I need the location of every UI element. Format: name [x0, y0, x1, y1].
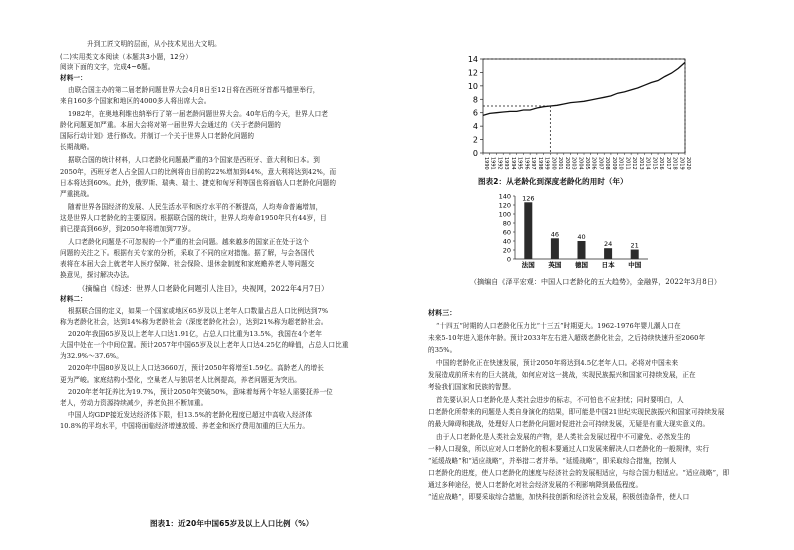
left-text-line: 据联合国的统计材料，人口老龄化问题最严重的3个国家是西班牙、意大利和日本。到 — [68, 156, 320, 164]
chart2-bar — [604, 248, 612, 259]
left-text-line: 2020年老年抚养比为19.7%，预计2050年突破50%，意味着每两个年轻人需要抚养一位 — [68, 388, 333, 396]
right-text-line: 的35%。 — [428, 346, 457, 354]
material3-label: 材料三： — [428, 308, 457, 317]
chart1-x-tick-label: 2002 — [563, 157, 570, 170]
chart2-bar — [578, 241, 586, 259]
chart1-x-tick-label: 2005 — [584, 157, 590, 170]
right-text-line: 考验我们国家和民族的智慧。 — [428, 383, 516, 391]
figure2-caption: 图表2：从老龄化到深度老龄化的用时（年） — [478, 177, 628, 186]
right-text-line: 首先要认识人口老龄化是人类社会进步的标志，不可怕也不应担忧；同时要明白，人 — [436, 396, 684, 404]
chart1-x-tick-label: 2013 — [637, 157, 644, 170]
left-text-line: 前已提高到66岁，到2050年将增加到77岁。 — [60, 225, 195, 233]
chart1-x-tick-label: 2008 — [604, 157, 611, 170]
chart2-category-label: 法国 — [521, 261, 535, 269]
left-text-line: 阅读下面的文字，完成4~6题。 — [60, 63, 155, 71]
figure1-caption: 图表1：近20年中国65岁及以上人口比例（%） — [150, 519, 314, 528]
chart1-x-tick-label: 2003 — [570, 157, 577, 170]
left-text-line: 日本将达到60%。此外，俄罗斯、瑞典、瑞士、捷克和匈牙利等国也将面临人口老龄化问题的 — [60, 179, 337, 187]
chart2-category-label: 日本 — [601, 261, 615, 269]
right-text-line: “延缓战略”和“适应战略”，并举措二者并举。“延缓战略”，即采取综合措施，控制人 — [428, 457, 677, 465]
chart1-x-tick-label: 2007 — [597, 157, 604, 170]
left-text-line: 称为老龄化社会，达到14%称为老龄社会（深度老龄化社会），达到21%称为超老龄社会。 — [60, 318, 328, 326]
chart2-y-tick-label: 100 — [498, 210, 511, 219]
left-text-line: 2020年中国80岁及以上人口达3660万，预计2050年将增至1.59亿。高龄老人的增长 — [68, 364, 324, 372]
chart2-value-label: 40 — [577, 233, 586, 241]
left-text-line: 表将在本届大会上就老年人医疗保障、社会保险、退休金制度和家庭赡养老人等问题交 — [60, 260, 315, 268]
bar-chart-aging-years — [493, 191, 683, 271]
chart1-x-tick-label: 1998 — [536, 157, 543, 170]
left-text-line: 中国人均GDP接近发达经济体下限，但13.5%的老龄化程度已超过中高收入经济体 — [68, 411, 313, 419]
left-text-line: 材料二： — [60, 295, 87, 303]
chart2-bar — [631, 250, 639, 259]
chart1-x-tick-label: 2016 — [658, 157, 665, 170]
left-text-line: 10.8%的平均水平，中国将面临经济增速放缓、养老金和医疗费用加重的巨大压力。 — [60, 422, 310, 430]
chart2-category-label: 德国 — [575, 261, 588, 269]
chart2-bar — [524, 202, 532, 259]
left-text-line: 龄化问题更加严重。本届大会将对第一届世界大会通过的《关于老龄问题的 — [60, 121, 281, 129]
left-text-line: 1982年，在奥地利维也纳举行了第一届老龄问题世界大会。40年后的今天，世界人口老 — [68, 110, 329, 118]
chart1-x-tick-label: 2004 — [577, 157, 584, 170]
chart1-x-tick-label: 1997 — [530, 157, 537, 170]
left-text-line: 来自160多个国家和地区的4000多人将出席大会。 — [60, 97, 211, 105]
chart1-x-tick-label: 1991 — [489, 157, 496, 170]
line-chart-elderly-ratio — [463, 53, 703, 183]
right-text-line: “十四五”时期的人口老龄化压力比“十三五”时期更大。1962-1976年婴儿潮人口在 — [436, 322, 681, 330]
chart1-x-tick-label: 2017 — [664, 157, 671, 170]
left-text-line: 大国中处在一个中间位置。预计2057年中国65岁及以上老年人口达4.25亿的峰值，占总人口比重 — [60, 341, 349, 349]
left-text-line: （摘编自《综述：世界人口老龄化问题引人注目》，央视网，2022年4月7日） — [78, 284, 329, 293]
right-text-line: 未来5-10年进入退休年龄。预计2033年左右进入超级老龄化社会，之后持续快速升至2060年 — [428, 334, 706, 342]
right-text-line: 的最大障碍和挑战，处理好人口老龄化问题对促进社会可持续发展，无疑是有重大现实意义的。 — [428, 420, 710, 428]
right-text-line: 一种人口现象，所以应对人口老龄化的根本要通过人口发展来解决人口老龄化的一般规律，实行 — [428, 445, 710, 453]
chart2-y-tick-label: 20 — [502, 246, 511, 255]
left-text-line: 2050年，西班牙老人占全国人口的比例将由目前的22%增加到44%，意大利将达到42%，而 — [60, 168, 337, 176]
chart1-plot-frame — [483, 59, 685, 153]
chart1-x-tick-label: 1994 — [509, 157, 516, 170]
chart1-x-tick-label: 2009 — [610, 157, 617, 170]
chart1-x-tick-label: 1999 — [543, 157, 550, 170]
chart1-x-tick-label: 2000 — [550, 157, 557, 170]
right-text-line: 口老龄化的进度，使人口老龄化的速度与经济社会的发展相适应，与综合国力相适应。“适应战略”，即 — [428, 469, 730, 477]
chart2-y-tick-label: 0 — [506, 255, 511, 264]
chart2-category-label: 英国 — [548, 261, 562, 269]
left-text-line: 更为严峻。家庭结构小型化，空巢老人与独居老人比例提高，养老问题更为突出。 — [60, 376, 301, 384]
left-text-line: 2020年我国65岁及以上老年人口达1.91亿，占总人口比重为13.5%，我国在4个老年 — [68, 330, 323, 338]
chart2-category-label: 中国 — [628, 261, 642, 269]
chart1-y-tick-label: 4 — [472, 122, 478, 132]
left-text-line: 随着世界各国经济的发展、人民生活水平和医疗水平的不断提高，人均寿命普遍增加， — [68, 203, 323, 211]
left-text-line: 这是世界人口老龄化的主要原因。根据联合国的统计，世界人均寿命1950年只有44岁，目 — [60, 214, 327, 222]
left-text-line: 老人，劳动力资源持续减少，养老负担不断加重。 — [60, 399, 208, 407]
right-text-line: 通过多种途径，使人口老龄化对社会经济发展的不利影响降到最低程度。 — [428, 481, 643, 489]
chart1-y-tick-label: 0 — [472, 149, 478, 158]
right-text-line: 由于人口老龄化是人类社会发展的产物，是人类社会发展过程中不可避免、必然发生的 — [436, 433, 691, 441]
chart2-bar — [551, 238, 559, 259]
left-text-line: 国际行动计划》进行修改。并制订一个关于世界人口老龄化问题的 — [60, 132, 255, 140]
chart2-value-label: 24 — [603, 240, 613, 249]
chart2-y-tick-label: 120 — [498, 201, 511, 210]
chart2-value-label: 46 — [550, 230, 560, 239]
chart1-x-tick-label: 2001 — [557, 157, 564, 170]
chart1-x-tick-label: 2010 — [617, 157, 624, 170]
left-text-line: 长期战略。 — [60, 143, 94, 151]
chart1-y-tick-label: 12 — [467, 68, 478, 78]
source-note-2: （摘编自《泽平宏观：中国人口老龄化的五大趋势》，金融界，2022年3月8日） — [470, 278, 722, 286]
chart1-y-tick-label: 10 — [467, 81, 478, 91]
left-text-line: 根据联合国的定义，如果一个国家或地区65岁及以上老年人口数量占总人口比例达到7% — [68, 307, 329, 315]
left-text-line: (二)实用类文本阅读（本题共3小题，12分） — [60, 53, 193, 61]
chart1-x-tick-label: 2020 — [685, 157, 691, 170]
chart1-y-tick-label: 2 — [472, 135, 478, 145]
left-text-line: 问题的关注之下。根据有关专家的分析，采取了不同的应对措施。据了解，与会各国代 — [60, 249, 315, 257]
chart1-x-tick-label: 1996 — [523, 157, 530, 170]
left-text-line: 为32.9%～37.6%。 — [60, 352, 123, 360]
chart1-x-tick-label: 2011 — [624, 157, 631, 170]
left-text-line: 升到工匠文明的层面，从小技术见出大文明。 — [87, 40, 221, 48]
chart1-x-tick-label: 2014 — [644, 157, 651, 170]
right-text-line: 中国的老龄化正在快速发展，预计2050年将达到4.5亿老年人口。必将对中国未来 — [436, 359, 679, 367]
chart2-y-tick-label: 80 — [502, 219, 511, 228]
chart1-x-tick-label: 1995 — [516, 157, 523, 170]
left-text-line: 严重挑战。 — [60, 190, 94, 198]
chart2-y-tick-label: 140 — [498, 192, 511, 201]
chart2-y-tick-label: 40 — [502, 237, 511, 246]
chart1-y-tick-label: 8 — [472, 95, 478, 105]
left-text-line: 人口老龄化问题是不可忽视的一个严重的社会问题。越来越多的国家正在处于这个 — [68, 238, 309, 246]
right-text-line: “适应战略”，即要采取综合措施，加快科技创新和经济社会发展，积极创造条件，使人口 — [428, 493, 690, 501]
chart2-value-label: 126 — [522, 194, 535, 203]
chart2-y-tick-label: 60 — [502, 228, 511, 237]
left-text-line: 由联合国主办的第二届老龄问题世界大会4月8日至12日将在西班牙首都马德里举行， — [68, 86, 320, 94]
chart1-x-tick-label: 2012 — [631, 157, 638, 170]
left-text-line: 材料一： — [60, 74, 87, 82]
chart1-x-tick-label: 1992 — [496, 157, 503, 170]
chart1-x-tick-label: 2019 — [678, 157, 685, 170]
chart1-x-tick-label: 1993 — [503, 157, 510, 170]
left-text-line: 换意见，探讨解决办法。 — [60, 271, 134, 279]
chart1-x-tick-label: 2018 — [671, 157, 678, 170]
chart1-y-tick-label: 6 — [472, 108, 478, 118]
chart1-x-tick-label: 2006 — [590, 157, 597, 170]
right-text-line: 发展造成前所未有的巨大挑战，如何应对这一挑战，实现民族振兴和国家可持续发展，正在 — [428, 371, 696, 379]
right-text-line: 口老龄化所带来的问题是人类自身演化的结果，即可能是中国21世纪实现民族振兴和国家可持续发展 — [428, 408, 725, 416]
chart2-value-label: 21 — [630, 241, 639, 250]
chart1-series-line — [483, 62, 685, 115]
chart1-x-tick-label: 1990 — [483, 157, 489, 170]
chart1-x-tick-label: 2015 — [651, 157, 658, 170]
chart1-y-tick-label: 14 — [467, 55, 478, 64]
